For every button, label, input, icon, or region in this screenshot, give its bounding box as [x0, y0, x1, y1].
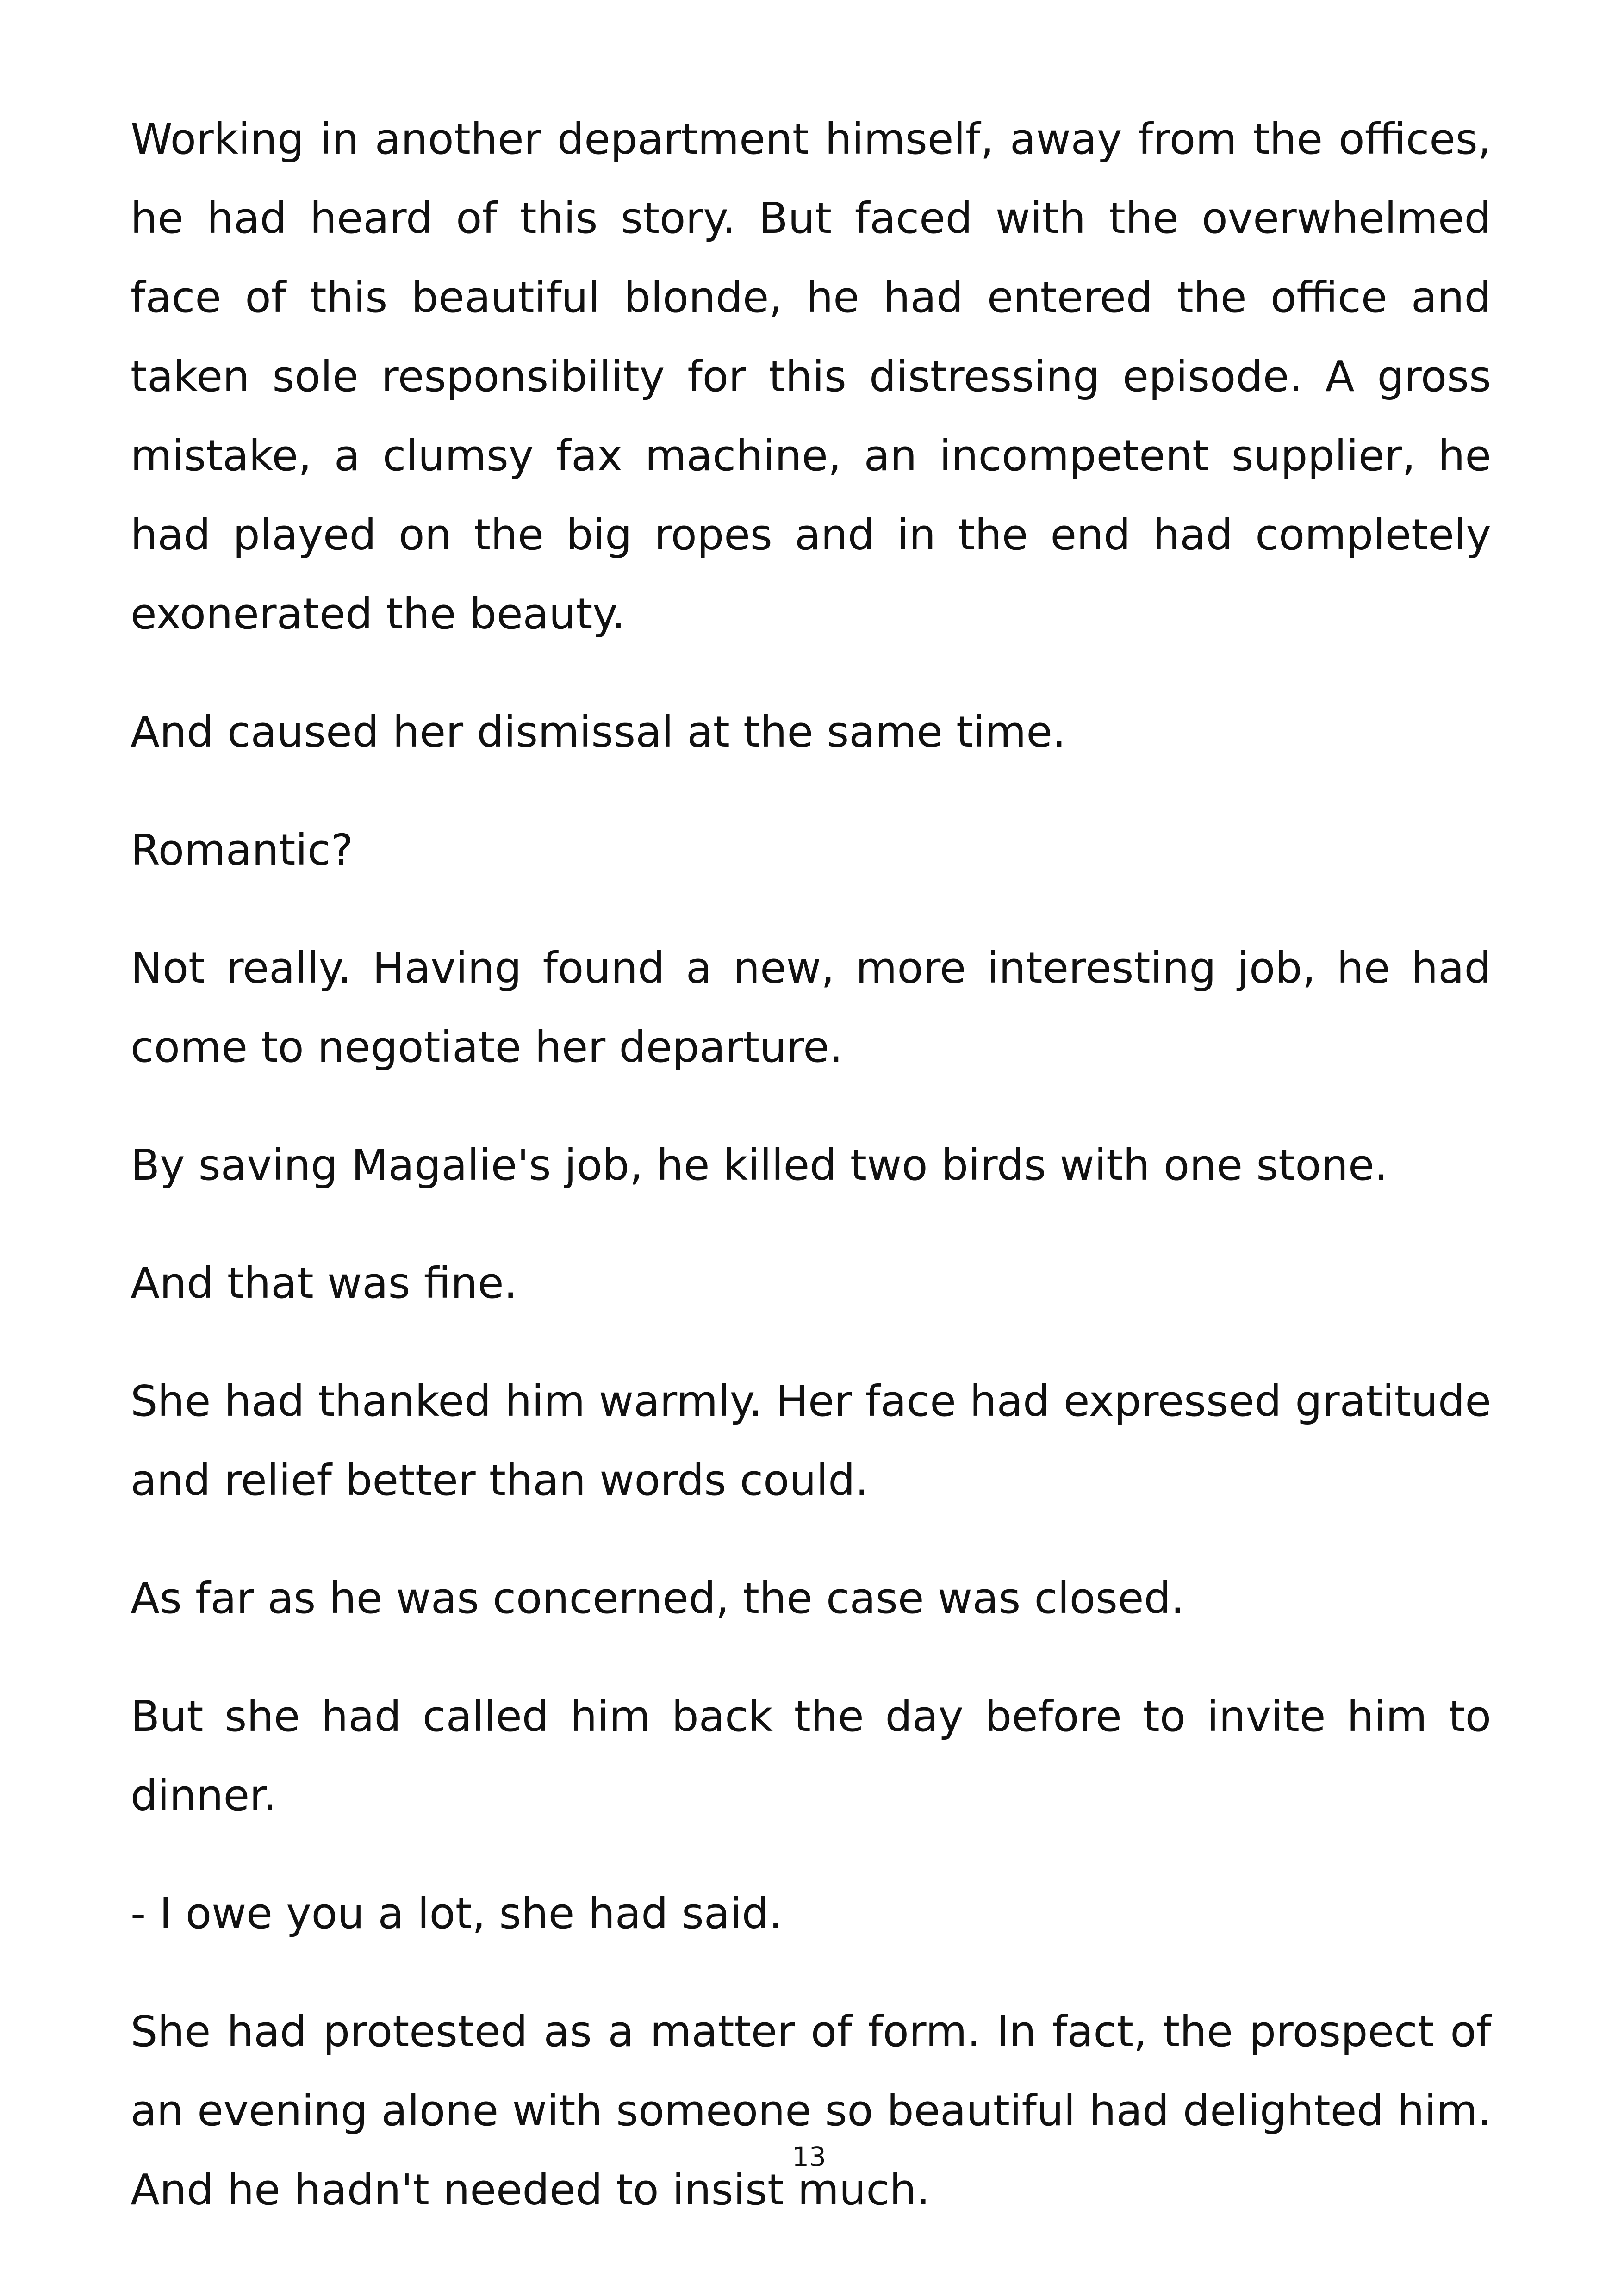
paragraph: - I owe you a lot, she had said.: [131, 1889, 783, 1938]
paragraph: Not really. Having found a new, more interesting job, he had come to negotiate her departure.: [131, 943, 1491, 1072]
paragraph: And caused her dismissal at the same time.: [131, 707, 1066, 757]
paragraph: She had thanked him warmly. Her face had expressed gratitude and relief better than words could.: [131, 1376, 1491, 1505]
paragraph: And that was fine.: [131, 1258, 517, 1308]
paragraph: As far as he was concerned, the case was closed.: [131, 1574, 1185, 1623]
paragraph: She had protested as a matter of form. In fact, the prospect of an evening alone with someone so beautiful had delighted him. And he hadn't needed to insist much.: [131, 2007, 1491, 2215]
paragraph: Working in another department himself, away from the offices, he had heard of this story. But faced with the overwhelmed face of this beautiful blonde, he had entered the office and taken sole responsibility for this distressing episode. A gross mistake, a clumsy fax machine, an incompetent supplier, he had played on the big ropes and in the end had completely exonerated the beauty.: [131, 114, 1491, 639]
body-text: [131, 100, 1491, 2268]
paragraph: But she had called him back the day before to invite him to dinner.: [131, 1692, 1491, 1820]
paragraph: By saving Magalie's job, he killed two birds with one stone.: [131, 1140, 1388, 1190]
paragraph: Romantic?: [131, 825, 354, 875]
page-number: 13: [792, 2141, 826, 2172]
